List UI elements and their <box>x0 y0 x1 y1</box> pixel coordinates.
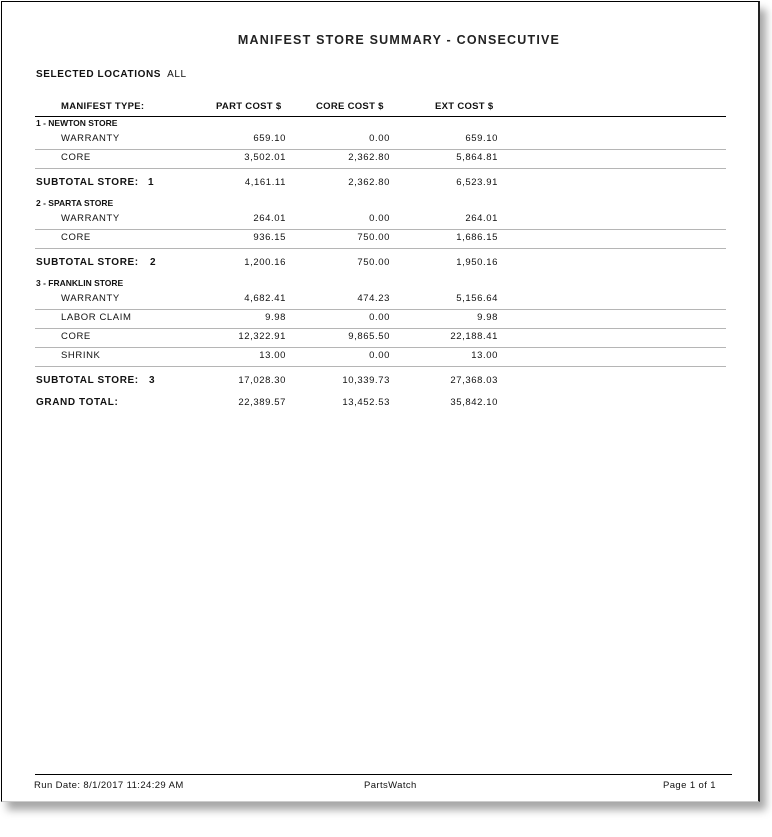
report-page <box>1 1 760 802</box>
subtotal-label: SUBTOTAL STORE: <box>36 177 139 188</box>
ext-cost: 6,523.91 <box>456 177 498 188</box>
ext-cost: 35,842.10 <box>450 397 498 408</box>
part-cost: 3,502.01 <box>244 152 286 163</box>
col-header-part-cost: PART COST $ <box>216 101 282 112</box>
part-cost: 13.00 <box>259 350 286 361</box>
core-cost: 750.00 <box>357 257 390 268</box>
col-header-ext-cost: EXT COST $ <box>435 101 494 112</box>
ext-cost: 5,156.64 <box>456 293 498 304</box>
manifest-type: CORE <box>61 232 91 243</box>
core-cost: 0.00 <box>369 312 390 323</box>
subtotal-label: SUBTOTAL STORE: <box>36 257 139 268</box>
part-cost: 4,161.11 <box>244 177 286 188</box>
core-cost: 0.00 <box>369 133 390 144</box>
table-row <box>35 290 726 310</box>
ext-cost: 9.98 <box>477 312 498 323</box>
selected-locations <box>36 69 187 80</box>
grand-total-label: GRAND TOTAL: <box>36 397 119 408</box>
subtotal-store-number: 3 <box>149 375 156 386</box>
manifest-type: WARRANTY <box>61 293 120 304</box>
ext-cost: 264.01 <box>465 213 498 224</box>
manifest-type: CORE <box>61 152 91 163</box>
manifest-type: WARRANTY <box>61 213 120 224</box>
ext-cost: 13.00 <box>471 350 498 361</box>
table-row <box>35 210 726 230</box>
core-cost: 474.23 <box>357 293 390 304</box>
subtotal-store-number: 1 <box>148 177 155 188</box>
store-header: 1 - NEWTON STORE <box>36 118 118 128</box>
core-cost: 0.00 <box>369 213 390 224</box>
core-cost: 2,362.80 <box>348 177 390 188</box>
core-cost: 0.00 <box>369 350 390 361</box>
table-row <box>35 347 726 367</box>
ext-cost: 1,686.15 <box>456 232 498 243</box>
ext-cost: 27,368.03 <box>450 375 498 386</box>
table-row <box>35 149 726 169</box>
core-cost: 9,865.50 <box>348 331 390 342</box>
store-header: 3 - FRANKLIN STORE <box>36 278 124 288</box>
store-header: 2 - SPARTA STORE <box>36 198 114 208</box>
subtotal-store-number: 2 <box>150 257 157 268</box>
part-cost: 659.10 <box>253 133 286 144</box>
part-cost: 22,389.57 <box>238 397 286 408</box>
part-cost: 4,682.41 <box>244 293 286 304</box>
part-cost: 9.98 <box>265 312 286 323</box>
app-name: PartsWatch <box>364 780 417 791</box>
run-date: Run Date: 8/1/2017 11:24:29 AM <box>34 780 184 791</box>
ext-cost: 659.10 <box>465 133 498 144</box>
table-row <box>35 229 726 249</box>
manifest-type: CORE <box>61 331 91 342</box>
report-title: MANIFEST STORE SUMMARY - CONSECUTIVE <box>237 33 561 47</box>
part-cost: 936.15 <box>253 232 286 243</box>
subtotal-label: SUBTOTAL STORE: <box>36 375 139 386</box>
ext-cost: 1,950.16 <box>456 257 498 268</box>
manifest-type: SHRINK <box>61 350 101 361</box>
core-cost: 10,339.73 <box>342 375 390 386</box>
table-row <box>35 328 726 348</box>
ext-cost: 22,188.41 <box>450 331 498 342</box>
header-divider <box>35 116 726 117</box>
part-cost: 17,028.30 <box>238 375 286 386</box>
col-header-core-cost: CORE COST $ <box>316 101 384 112</box>
footer-divider <box>35 774 732 775</box>
table-row <box>35 130 726 150</box>
core-cost: 13,452.53 <box>342 397 390 408</box>
col-header-manifest-type: MANIFEST TYPE: <box>61 101 145 112</box>
core-cost: 750.00 <box>357 232 390 243</box>
table-row <box>35 309 726 329</box>
subtotal-row <box>35 254 726 273</box>
part-cost: 264.01 <box>253 213 286 224</box>
part-cost: 1,200.16 <box>244 257 286 268</box>
grand-total-row <box>35 394 726 413</box>
manifest-type: LABOR CLAIM <box>61 312 132 323</box>
core-cost: 2,362.80 <box>348 152 390 163</box>
subtotal-row <box>35 372 726 391</box>
part-cost: 12,322.91 <box>238 331 286 342</box>
ext-cost: 5,864.81 <box>456 152 498 163</box>
subtotal-row <box>35 174 726 193</box>
manifest-type: WARRANTY <box>61 133 120 144</box>
page-number: Page 1 of 1 <box>663 780 716 791</box>
selected-locations-label: SELECTED LOCATIONS <box>36 69 162 80</box>
selected-locations-value: ALL <box>167 69 187 80</box>
